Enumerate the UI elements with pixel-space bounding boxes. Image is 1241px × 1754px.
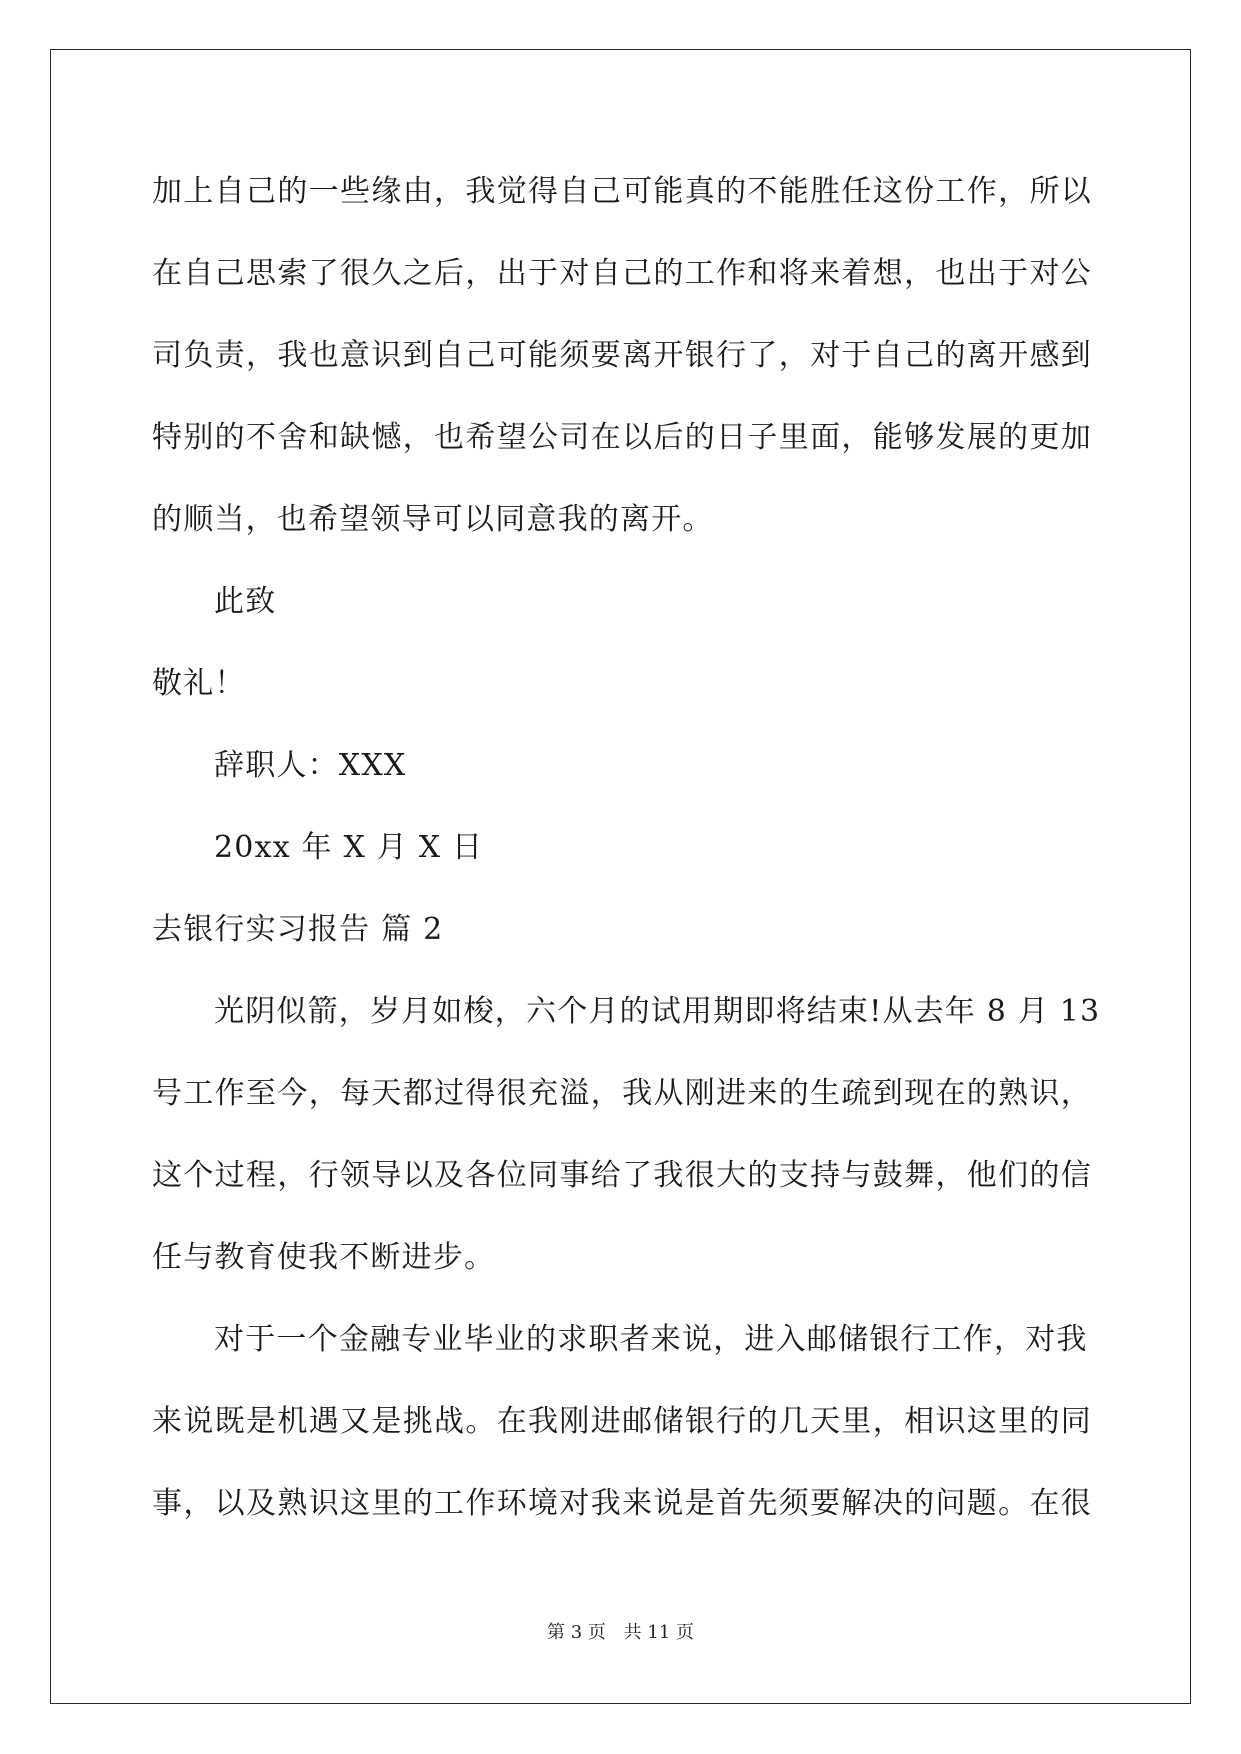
paragraph-line: 事，以及熟识这里的工作环境对我来说是首先须要解决的问题。在很 — [152, 1486, 1092, 1521]
closing-text: 此致 — [214, 584, 277, 619]
date-text: 20xx 年 X 月 X 日 — [214, 830, 484, 865]
paragraph-line: 在自己思索了很久之后，出于对自己的工作和将来着想，也出于对公 — [152, 256, 1092, 291]
paragraph-line: 光阴似箭，岁月如梭，六个月的试用期即将结束!从去年 8 月 13 — [214, 994, 1101, 1029]
paragraph-line: 号工作至今，每天都过得很充溢，我从刚进来的生疏到现在的熟识， — [152, 1076, 1092, 1111]
page-number: 第 3 页 — [547, 1622, 606, 1643]
paragraph-line: 对于一个金融专业毕业的求职者来说，进入邮储银行工作，对我 — [214, 1322, 1088, 1357]
paragraph-line: 司负责，我也意识到自己可能须要离开银行了，对于自己的离开感到 — [152, 338, 1092, 373]
page-total: 共 11 页 — [623, 1622, 694, 1643]
paragraph-line: 任与教育使我不断进步。 — [152, 1240, 496, 1275]
paragraph-line: 的顺当，也希望领导可以同意我的离开。 — [152, 502, 714, 537]
document-body — [152, 160, 1101, 1554]
paragraph-line: 特别的不舍和缺憾，也希望公司在以后的日子里面，能够发展的更加 — [152, 420, 1092, 455]
paragraph-line: 加上自己的一些缘由，我觉得自己可能真的不能胜任这份工作，所以 — [152, 174, 1092, 209]
section-title: 去银行实习报告 篇 2 — [152, 912, 444, 947]
salutation-text: 敬礼！ — [152, 666, 246, 701]
paragraph-line: 来说既是机遇又是挑战。在我刚进邮储银行的几天里，相识这里的同 — [152, 1404, 1092, 1439]
page-footer — [0, 1618, 1241, 1644]
paragraph-line: 这个过程，行领导以及各位同事给了我很大的支持与鼓舞，他们的信 — [152, 1158, 1092, 1193]
signature-text: 辞职人：XXX — [214, 748, 407, 783]
